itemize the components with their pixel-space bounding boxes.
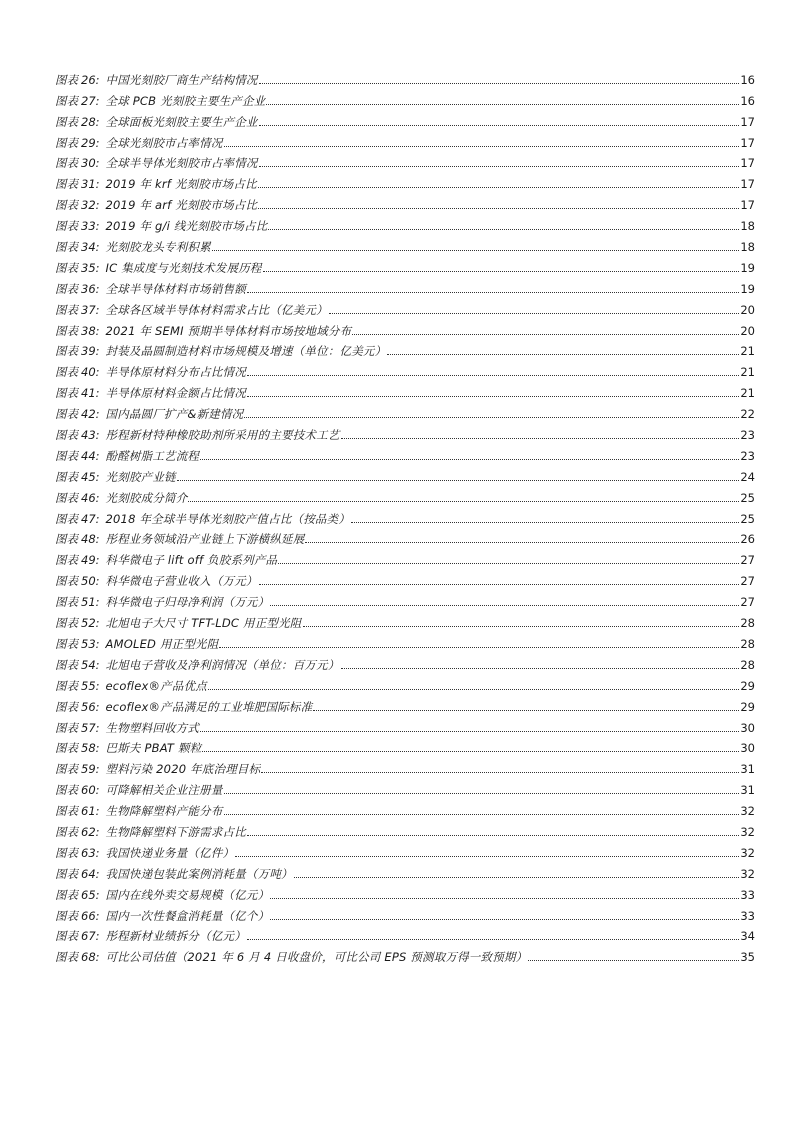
- figure-title: 我国快递业务量（亿件）: [105, 845, 235, 860]
- figure-number: 44:: [81, 448, 100, 463]
- figure-number: 37:: [81, 302, 100, 317]
- figure-prefix: 图表: [55, 824, 78, 839]
- page-number: 17: [740, 198, 755, 213]
- page-number: 19: [740, 260, 755, 275]
- figure-prefix: 图表: [55, 783, 78, 798]
- figure-title: 全球光刻胶市占率情况: [105, 135, 223, 150]
- page-number: 25: [740, 511, 755, 526]
- figure-number: 53:: [81, 636, 100, 651]
- dot-leader: [259, 166, 740, 167]
- figure-number: 41:: [81, 386, 100, 401]
- dot-leader: [200, 459, 739, 460]
- figure-number: 31:: [81, 177, 100, 192]
- figure-title: 国内晶圆厂扩产&新建情况: [105, 407, 244, 422]
- toc-entry[interactable]: [55, 338, 755, 359]
- page-number: 29: [740, 699, 755, 714]
- figure-prefix: 图表: [55, 950, 78, 965]
- figure-number: 27:: [81, 93, 100, 108]
- toc-entry[interactable]: [55, 609, 755, 630]
- toc-entry[interactable]: [55, 860, 755, 881]
- figure-number: 60:: [81, 783, 100, 798]
- figure-number: 26:: [81, 72, 100, 87]
- page-number: 26: [740, 532, 755, 547]
- figure-title: 2021 年 SEMI 预期半导体材料市场按地域分布: [105, 323, 352, 338]
- figure-title: 国内在线外卖交易规模（亿元）: [105, 887, 270, 902]
- dot-leader: [266, 104, 739, 105]
- figure-number: 40:: [81, 365, 100, 380]
- dot-leader: [247, 375, 739, 376]
- figure-prefix: 图表: [55, 156, 78, 171]
- page-number: 18: [740, 219, 755, 234]
- page-number: 33: [740, 908, 755, 923]
- figure-prefix: 图表: [55, 636, 78, 651]
- figure-title: 生物降解塑料下游需求占比: [105, 824, 246, 839]
- figure-number: 62:: [81, 824, 100, 839]
- dot-leader: [202, 751, 739, 752]
- toc-entry[interactable]: [55, 943, 755, 964]
- figure-title: ecoflex®产品优点: [105, 678, 207, 693]
- figure-title: 科华微电子 lift off 负胶系列产品: [105, 553, 278, 568]
- figure-prefix: 图表: [55, 762, 78, 777]
- dot-leader: [528, 960, 739, 961]
- figure-number: 55:: [81, 678, 100, 693]
- page-number: 17: [740, 135, 755, 150]
- page-number: 28: [740, 657, 755, 672]
- figure-number: 30:: [81, 156, 100, 171]
- page-number: 25: [740, 490, 755, 505]
- figure-number: 59:: [81, 762, 100, 777]
- figure-prefix: 图表: [55, 428, 78, 443]
- figure-number: 68:: [81, 950, 100, 965]
- toc-entry[interactable]: [55, 317, 755, 338]
- figure-prefix: 图表: [55, 177, 78, 192]
- page-number: 30: [740, 741, 755, 756]
- figure-prefix: 图表: [55, 574, 78, 589]
- figure-prefix: 图表: [55, 407, 78, 422]
- page-number: 27: [740, 574, 755, 589]
- figure-prefix: 图表: [55, 72, 78, 87]
- figure-number: 65:: [81, 887, 100, 902]
- figure-prefix: 图表: [55, 720, 78, 735]
- figure-title: 全球各区域半导体材料需求占比（亿美元）: [105, 302, 328, 317]
- dot-leader: [278, 563, 739, 564]
- dot-leader: [212, 250, 740, 251]
- dot-leader: [224, 814, 740, 815]
- figure-prefix: 图表: [55, 532, 78, 547]
- dot-leader: [303, 626, 740, 627]
- figure-prefix: 图表: [55, 240, 78, 255]
- toc-entry[interactable]: [55, 588, 755, 609]
- toc-entry[interactable]: [55, 839, 755, 860]
- figure-title: 北旭电子大尺寸 TFT-LDC 用正型光阻: [105, 616, 302, 631]
- page-number: 32: [740, 804, 755, 819]
- figure-number: 43:: [81, 428, 100, 443]
- page-number: 27: [740, 553, 755, 568]
- page-number: 16: [740, 93, 755, 108]
- dot-leader: [263, 271, 740, 272]
- toc-entry[interactable]: [55, 275, 755, 296]
- figure-number: 56:: [81, 699, 100, 714]
- figure-title: 2018 年全球半导体光刻胶产值占比（按品类）: [105, 511, 351, 526]
- figure-title: 全球面板光刻胶主要生产企业: [105, 114, 258, 129]
- page-number: 21: [740, 386, 755, 401]
- page-number: 22: [740, 407, 755, 422]
- figure-number: 61:: [81, 804, 100, 819]
- toc-entry[interactable]: [55, 212, 755, 233]
- toc-entry[interactable]: [55, 505, 755, 526]
- dot-leader: [387, 354, 739, 355]
- figure-title: AMOLED 用正型光阻: [105, 636, 219, 651]
- page-number: 20: [740, 302, 755, 317]
- figure-prefix: 图表: [55, 344, 78, 359]
- dot-leader: [224, 146, 740, 147]
- page-number: 21: [740, 344, 755, 359]
- figure-number: 57:: [81, 720, 100, 735]
- page-number: 17: [740, 177, 755, 192]
- table-of-figures: [55, 66, 755, 964]
- page-number: 21: [740, 365, 755, 380]
- toc-entry[interactable]: [55, 421, 755, 442]
- toc-entry[interactable]: [55, 191, 755, 212]
- figure-prefix: 图表: [55, 699, 78, 714]
- figure-number: 51:: [81, 595, 100, 610]
- dot-leader: [188, 501, 739, 502]
- figure-prefix: 图表: [55, 678, 78, 693]
- page-number: 28: [740, 636, 755, 651]
- figure-title: 全球 PCB 光刻胶主要生产企业: [105, 93, 266, 108]
- dot-leader: [341, 438, 740, 439]
- page-number: 32: [740, 824, 755, 839]
- figure-number: 39:: [81, 344, 100, 359]
- page-number: 28: [740, 616, 755, 631]
- toc-entry[interactable]: [55, 797, 755, 818]
- dot-leader: [247, 292, 739, 293]
- figure-title: 北旭电子营收及净利润情况（单位：百万元）: [105, 657, 340, 672]
- figure-prefix: 图表: [55, 281, 78, 296]
- dot-leader: [261, 772, 739, 773]
- figure-title: 光刻胶成分简介: [105, 490, 188, 505]
- toc-entry[interactable]: [55, 400, 755, 421]
- figure-title: 彤程新材业绩拆分（亿元）: [105, 929, 246, 944]
- figure-number: 29:: [81, 135, 100, 150]
- toc-entry[interactable]: [55, 66, 755, 87]
- figure-title: 可比公司估值（2021 年 6 月 4 日收盘价，可比公司 EPS 预测取万得一致预期）: [105, 950, 528, 965]
- page-number: 23: [740, 428, 755, 443]
- toc-entry[interactable]: [55, 693, 755, 714]
- toc-entry[interactable]: [55, 442, 755, 463]
- toc-entry[interactable]: [55, 254, 755, 275]
- toc-entry[interactable]: [55, 902, 755, 923]
- figure-prefix: 图表: [55, 908, 78, 923]
- figure-title: 生物塑料回收方式: [105, 720, 200, 735]
- dot-leader: [247, 939, 739, 940]
- page-number: 19: [740, 281, 755, 296]
- figure-title: 彤程业务领域沿产业链上下游横纵延展: [105, 532, 305, 547]
- figure-title: 2019 年 arf 光刻胶市场占比: [105, 198, 258, 213]
- dot-leader: [244, 417, 739, 418]
- toc-entry[interactable]: [55, 87, 755, 108]
- toc-entry[interactable]: [55, 129, 755, 150]
- toc-entry[interactable]: [55, 735, 755, 756]
- figure-prefix: 图表: [55, 323, 78, 338]
- figure-number: 64:: [81, 866, 100, 881]
- dot-leader: [224, 793, 740, 794]
- figure-title: 科华微电子归母净利润（万元）: [105, 595, 270, 610]
- toc-entry[interactable]: [55, 170, 755, 191]
- figure-prefix: 图表: [55, 929, 78, 944]
- dot-leader: [341, 668, 740, 669]
- figure-title: 全球半导体材料市场销售额: [105, 281, 246, 296]
- dot-leader: [270, 605, 739, 606]
- dot-leader: [247, 396, 739, 397]
- figure-prefix: 图表: [55, 490, 78, 505]
- dot-leader: [177, 480, 740, 481]
- figure-prefix: 图表: [55, 448, 78, 463]
- figure-prefix: 图表: [55, 553, 78, 568]
- toc-entry[interactable]: [55, 630, 755, 651]
- figure-title: 半导体原材料分布占比情况: [105, 365, 246, 380]
- figure-prefix: 图表: [55, 595, 78, 610]
- page-number: 29: [740, 678, 755, 693]
- dot-leader: [268, 229, 739, 230]
- dot-leader: [208, 689, 739, 690]
- dot-leader: [235, 856, 739, 857]
- page-number: 35: [740, 950, 755, 965]
- figure-title: 科华微电子营业收入（万元）: [105, 574, 258, 589]
- figure-prefix: 图表: [55, 135, 78, 150]
- figure-number: 50:: [81, 574, 100, 589]
- toc-entry[interactable]: [55, 358, 755, 379]
- dot-leader: [259, 125, 740, 126]
- figure-number: 38:: [81, 323, 100, 338]
- figure-title: 光刻胶产业链: [105, 469, 176, 484]
- figure-title: 巴斯夫 PBAT 颗粒: [105, 741, 202, 756]
- figure-number: 49:: [81, 553, 100, 568]
- toc-entry[interactable]: [55, 233, 755, 254]
- toc-entry[interactable]: [55, 714, 755, 735]
- dot-leader: [259, 83, 740, 84]
- figure-title: 光刻胶龙头专利积累: [105, 240, 211, 255]
- dot-leader: [247, 835, 739, 836]
- toc-entry[interactable]: [55, 651, 755, 672]
- toc-entry[interactable]: [55, 755, 755, 776]
- toc-entry[interactable]: [55, 776, 755, 797]
- figure-number: 66:: [81, 908, 100, 923]
- dot-leader: [305, 542, 739, 543]
- dot-leader: [200, 731, 739, 732]
- figure-prefix: 图表: [55, 302, 78, 317]
- toc-entry[interactable]: [55, 150, 755, 171]
- dot-leader: [329, 313, 740, 314]
- toc-entry[interactable]: [55, 484, 755, 505]
- figure-prefix: 图表: [55, 511, 78, 526]
- page-number: 24: [740, 469, 755, 484]
- figure-prefix: 图表: [55, 866, 78, 881]
- figure-prefix: 图表: [55, 365, 78, 380]
- figure-title: 彤程新材特种橡胶助剂所采用的主要技术工艺: [105, 428, 340, 443]
- figure-title: 2019 年 krf 光刻胶市场占比: [105, 177, 257, 192]
- dot-leader: [352, 334, 739, 335]
- page-number: 33: [740, 887, 755, 902]
- figure-prefix: 图表: [55, 93, 78, 108]
- toc-entry[interactable]: [55, 881, 755, 902]
- figure-number: 67:: [81, 929, 100, 944]
- figure-number: 32:: [81, 198, 100, 213]
- figure-prefix: 图表: [55, 845, 78, 860]
- figure-title: IC 集成度与光刻技术发展历程: [105, 260, 262, 275]
- figure-title: 塑料污染 2020 年底治理目标: [105, 762, 261, 777]
- toc-entry[interactable]: [55, 108, 755, 129]
- dot-leader: [351, 522, 739, 523]
- figure-number: 48:: [81, 532, 100, 547]
- page-number: 17: [740, 156, 755, 171]
- figure-title: 中国光刻胶厂商生产结构情况: [105, 72, 258, 87]
- page-number: 23: [740, 448, 755, 463]
- figure-prefix: 图表: [55, 804, 78, 819]
- figure-prefix: 图表: [55, 260, 78, 275]
- page-number: 34: [740, 929, 755, 944]
- figure-number: 45:: [81, 469, 100, 484]
- toc-entry[interactable]: [55, 463, 755, 484]
- figure-prefix: 图表: [55, 114, 78, 129]
- page-number: 16: [740, 72, 755, 87]
- figure-number: 34:: [81, 240, 100, 255]
- page-number: 27: [740, 595, 755, 610]
- toc-entry[interactable]: [55, 526, 755, 547]
- figure-title: 可降解相关企业注册量: [105, 783, 223, 798]
- figure-number: 54:: [81, 657, 100, 672]
- figure-number: 52:: [81, 616, 100, 631]
- figure-title: 封装及晶圆制造材料市场规模及增速（单位：亿美元）: [105, 344, 387, 359]
- figure-number: 63:: [81, 845, 100, 860]
- figure-title: ecoflex®产品满足的工业堆肥国际标准: [105, 699, 313, 714]
- dot-leader: [313, 710, 739, 711]
- page-number: 32: [740, 845, 755, 860]
- dot-leader: [270, 898, 739, 899]
- dot-leader: [294, 877, 740, 878]
- figure-title: 半导体原材料金额占比情况: [105, 386, 246, 401]
- figure-number: 36:: [81, 281, 100, 296]
- figure-title: 国内一次性餐盒消耗量（亿个）: [105, 908, 270, 923]
- toc-entry[interactable]: [55, 296, 755, 317]
- toc-entry[interactable]: [55, 818, 755, 839]
- toc-entry[interactable]: [55, 546, 755, 567]
- figure-prefix: 图表: [55, 198, 78, 213]
- toc-entry[interactable]: [55, 567, 755, 588]
- page-number: 18: [740, 240, 755, 255]
- page-number: 31: [740, 762, 755, 777]
- dot-leader: [219, 647, 739, 648]
- figure-prefix: 图表: [55, 386, 78, 401]
- page-number: 20: [740, 323, 755, 338]
- page-number: 17: [740, 114, 755, 129]
- figure-number: 42:: [81, 407, 100, 422]
- toc-entry[interactable]: [55, 923, 755, 944]
- figure-prefix: 图表: [55, 741, 78, 756]
- figure-number: 58:: [81, 741, 100, 756]
- figure-title: 全球半导体光刻胶市占率情况: [105, 156, 258, 171]
- figure-prefix: 图表: [55, 616, 78, 631]
- dot-leader: [258, 208, 739, 209]
- dot-leader: [259, 584, 740, 585]
- figure-title: 生物降解塑料产能分布: [105, 804, 223, 819]
- page-number: 31: [740, 783, 755, 798]
- figure-number: 28:: [81, 114, 100, 129]
- dot-leader: [258, 187, 740, 188]
- figure-number: 47:: [81, 511, 100, 526]
- page-number: 30: [740, 720, 755, 735]
- figure-prefix: 图表: [55, 469, 78, 484]
- figure-title: 我国快递包装此案例消耗量（万吨）: [105, 866, 293, 881]
- figure-prefix: 图表: [55, 219, 78, 234]
- figure-prefix: 图表: [55, 657, 78, 672]
- figure-number: 33:: [81, 219, 100, 234]
- figure-title: 酚醛树脂工艺流程: [105, 448, 200, 463]
- toc-entry[interactable]: [55, 379, 755, 400]
- page-number: 32: [740, 866, 755, 881]
- toc-entry[interactable]: [55, 672, 755, 693]
- figure-prefix: 图表: [55, 887, 78, 902]
- figure-number: 46:: [81, 490, 100, 505]
- figure-number: 35:: [81, 260, 100, 275]
- figure-title: 2019 年 g/i 线光刻胶市场占比: [105, 219, 268, 234]
- dot-leader: [270, 919, 739, 920]
